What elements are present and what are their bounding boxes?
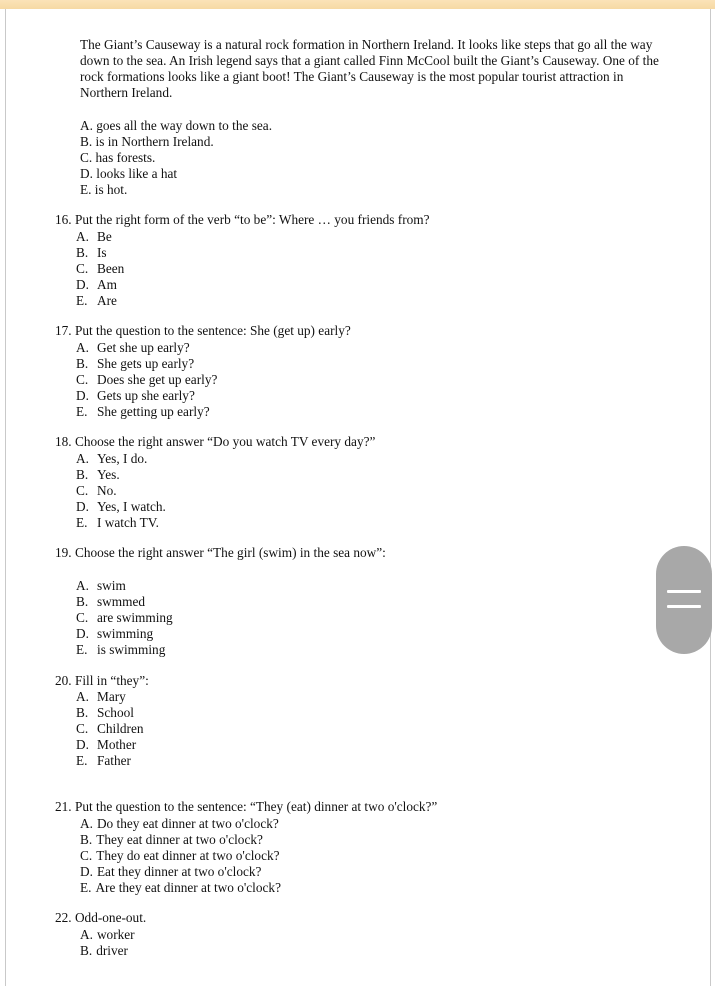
- option-text: Yes.: [97, 466, 120, 482]
- option-row: [76, 277, 124, 293]
- option-letter: E.: [76, 292, 88, 308]
- option-row: [76, 388, 217, 404]
- option-row: [80, 943, 135, 959]
- option-row: [76, 737, 144, 753]
- option-letter: D.: [76, 276, 89, 292]
- option-text: Yes, I watch.: [97, 498, 166, 514]
- option-letter: D.: [76, 625, 89, 641]
- option-row: [76, 340, 217, 356]
- option-row: [76, 483, 166, 499]
- option-text: Is: [97, 244, 107, 260]
- option-letter: D.: [76, 387, 89, 403]
- option-letter: C.: [80, 847, 93, 863]
- option-text: are swimming: [97, 609, 173, 625]
- passage-options: [80, 118, 272, 197]
- option-text: Been: [97, 260, 125, 276]
- top-window-strip: [0, 0, 715, 9]
- option-text: No.: [97, 482, 117, 498]
- option-letter: A.: [76, 689, 89, 704]
- scroll-handle[interactable]: [656, 546, 712, 654]
- option-letter: A.: [76, 229, 89, 244]
- option-letter: E.: [80, 879, 92, 895]
- option-text: Am: [97, 276, 117, 292]
- question-21-title: 21. Put the question to the sentence: “They (eat) dinner at two o'clock?”: [55, 799, 438, 814]
- option-row: [76, 626, 173, 642]
- option-letter: C.: [76, 609, 89, 625]
- question-21-options: [80, 816, 281, 895]
- question-17-options: [76, 340, 217, 419]
- option-text: is swimming: [97, 641, 166, 657]
- option-letter: B.: [76, 244, 89, 260]
- option-row: [76, 689, 144, 705]
- option-letter: E.: [76, 752, 88, 768]
- option-row: [80, 927, 135, 943]
- option-text: Are: [97, 292, 117, 308]
- passage-option: D. looks like a hat: [80, 165, 178, 181]
- option-row: [80, 816, 281, 832]
- option-letter: E.: [76, 641, 88, 657]
- option-row: [76, 467, 166, 483]
- question-18-title: 18. Choose the right answer “Do you watch TV every day?”: [55, 434, 376, 449]
- question-20-options: [76, 689, 144, 768]
- option-letter: A.: [80, 816, 93, 831]
- option-row: [76, 372, 217, 388]
- question-22-options: [80, 927, 135, 959]
- option-letter: C.: [76, 371, 89, 387]
- option-text: Mother: [97, 736, 137, 752]
- option-text: Children: [97, 720, 144, 736]
- passage-option: C. has forests.: [80, 149, 156, 165]
- question-19-options: [76, 578, 173, 657]
- option-letter: C.: [76, 482, 89, 498]
- question-16-options: [76, 229, 124, 308]
- option-text: Mary: [97, 689, 126, 704]
- option-row: [80, 880, 281, 896]
- option-letter: C.: [76, 260, 89, 276]
- option-text: They eat dinner at two o'clock?: [96, 831, 263, 847]
- option-row: [76, 705, 144, 721]
- option-letter: E.: [76, 403, 88, 419]
- option-letter: D.: [76, 736, 89, 752]
- option-row: [76, 515, 166, 531]
- option-row: [76, 451, 166, 467]
- option-row: [76, 721, 144, 737]
- option-text: She getting up early?: [97, 403, 210, 419]
- option-text: She gets up early?: [97, 355, 195, 371]
- option-text: driver: [96, 942, 128, 958]
- option-row: [76, 499, 166, 515]
- question-19-title: 19. Choose the right answer “The girl (swim) in the sea now”:: [55, 545, 386, 560]
- option-text: Do they eat dinner at two o'clock?: [96, 816, 279, 831]
- option-letter: A.: [76, 578, 89, 593]
- option-row: [76, 261, 124, 277]
- option-text: worker: [96, 927, 135, 942]
- option-text: Does she get up early?: [97, 371, 218, 387]
- option-letter: E.: [76, 514, 88, 530]
- option-text: swim: [97, 578, 126, 593]
- option-letter: A.: [80, 927, 93, 942]
- option-letter: B.: [80, 831, 93, 847]
- option-text: They do eat dinner at two o'clock?: [96, 847, 280, 863]
- option-row: [76, 642, 173, 658]
- option-row: [76, 594, 173, 610]
- option-letter: B.: [76, 355, 89, 371]
- option-letter: D.: [80, 863, 93, 879]
- option-row: [76, 356, 217, 372]
- question-16-title: 16. Put the right form of the verb “to be”: Where … you friends from?: [55, 212, 430, 227]
- passage-option: B. is in Northern Ireland.: [80, 133, 214, 149]
- option-letter: B.: [76, 704, 89, 720]
- option-text: I watch TV.: [97, 514, 159, 530]
- option-row: [76, 578, 173, 594]
- option-row: [80, 864, 281, 880]
- option-letter: B.: [76, 466, 89, 482]
- option-letter: B.: [80, 942, 93, 958]
- option-row: [76, 753, 144, 769]
- option-text: swmmed: [97, 593, 146, 609]
- question-17-title: 17. Put the question to the sentence: She (get up) early?: [55, 323, 351, 338]
- option-letter: C.: [76, 720, 89, 736]
- option-text: School: [97, 704, 134, 720]
- option-text: Father: [97, 752, 131, 768]
- option-row: [76, 404, 217, 420]
- question-22-title: 22. Odd-one-out.: [55, 910, 147, 925]
- option-text: swimming: [97, 625, 154, 641]
- option-row: [76, 610, 173, 626]
- option-row: [80, 832, 281, 848]
- option-text: Eat they dinner at two o'clock?: [96, 863, 262, 879]
- option-row: [76, 229, 124, 245]
- option-text: Get she up early?: [97, 340, 190, 355]
- option-letter: A.: [76, 340, 89, 355]
- passage-option: A. goes all the way down to the sea.: [80, 118, 273, 133]
- option-letter: A.: [76, 451, 89, 466]
- option-text: Yes, I do.: [97, 451, 148, 466]
- option-row: [80, 848, 281, 864]
- passage-option: E. is hot.: [80, 181, 128, 197]
- reading-passage: The Giant’s Causeway is a natural rock formation in Northern Ireland. It looks like steps that go all the way down to the sea. An Irish legend says that a giant called Finn McCool built the Giant’s Causeway. One of the rock formations looks like a giant boot! The Giant’s Causeway is the most popular tourist attraction in Northern Ireland.: [80, 37, 659, 100]
- option-letter: B.: [76, 593, 89, 609]
- option-row: [76, 245, 124, 261]
- option-text: Gets up she early?: [97, 387, 195, 403]
- question-18-options: [76, 451, 166, 530]
- question-20-title: 20. Fill in “they”:: [55, 673, 149, 688]
- option-row: [76, 293, 124, 309]
- option-letter: D.: [76, 498, 89, 514]
- option-text: Be: [97, 229, 112, 244]
- option-text: Are they eat dinner at two o'clock?: [95, 879, 281, 895]
